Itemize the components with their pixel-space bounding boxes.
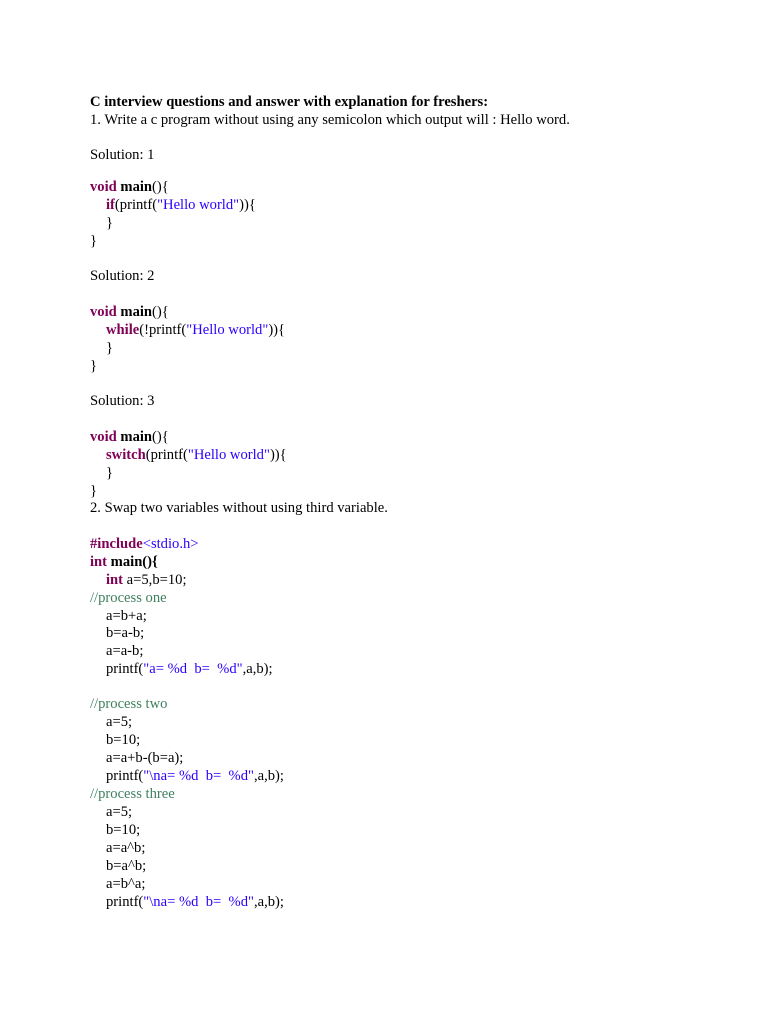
- code-line: b=a-b;: [106, 625, 145, 641]
- keyword-main: main: [120, 429, 153, 445]
- code-line: b=10;: [106, 822, 141, 838]
- keyword-main: main: [120, 304, 153, 320]
- keyword-void: void: [90, 304, 117, 320]
- code-text: (!printf(: [139, 322, 187, 338]
- code-line: [90, 178, 169, 196]
- code-text: ,a,b);: [242, 661, 273, 677]
- code-line: [90, 428, 169, 446]
- code-text: (){: [152, 179, 169, 195]
- question-1: 1. Write a c program without using any semicolon which output will : Hello word.: [90, 112, 570, 128]
- code-text: (printf(: [114, 197, 158, 213]
- code-line: [106, 321, 285, 339]
- preprocessor-include: #include: [90, 536, 143, 552]
- code-line: a=a-b;: [106, 643, 144, 659]
- code-line: }: [106, 465, 114, 481]
- code-line: b=a^b;: [106, 858, 147, 874]
- code-line: }: [106, 340, 114, 356]
- code-comment: //process one: [90, 590, 167, 606]
- code-text: (printf(: [145, 447, 188, 463]
- keyword-if: if: [106, 197, 115, 213]
- code-line: b=10;: [106, 732, 141, 748]
- code-line: [106, 767, 284, 785]
- code-line: [106, 196, 256, 214]
- document-heading: C interview questions and answer with explanation for freshers:: [90, 94, 489, 110]
- code-line: [106, 660, 273, 678]
- code-text: main(){: [107, 554, 158, 570]
- string-literal: "Hello world": [187, 447, 270, 463]
- string-literal: "Hello world": [186, 322, 269, 338]
- keyword-int: int: [106, 572, 124, 588]
- code-line: }: [90, 233, 98, 249]
- keyword-void: void: [90, 429, 117, 445]
- string-literal: "\na= %d b= %d": [143, 894, 254, 910]
- code-line: a=b^a;: [106, 876, 146, 892]
- code-text: printf(: [106, 894, 144, 910]
- code-text: a=5,b=10;: [123, 572, 187, 588]
- keyword-main: main: [120, 179, 153, 195]
- code-line: a=b+a;: [106, 608, 147, 624]
- code-comment: //process two: [90, 696, 168, 712]
- solution-2-label: Solution: 2: [90, 268, 155, 284]
- code-text: )){: [268, 322, 286, 338]
- include-header: <stdio.h>: [142, 536, 199, 552]
- keyword-switch: switch: [106, 447, 146, 463]
- code-line: a=5;: [106, 804, 133, 820]
- solution-3-label: Solution: 3: [90, 393, 155, 409]
- code-line: [90, 303, 169, 321]
- code-text: printf(: [106, 768, 144, 784]
- code-line: [106, 446, 287, 464]
- code-text: ,a,b);: [253, 768, 284, 784]
- keyword-int: int: [90, 554, 108, 570]
- code-line: [106, 893, 284, 911]
- keyword-void: void: [90, 179, 117, 195]
- code-text: printf(: [106, 661, 144, 677]
- code-text: (){: [152, 304, 169, 320]
- code-comment: //process three: [90, 786, 175, 802]
- code-line: [90, 553, 158, 571]
- question-2: 2. Swap two variables without using third variable.: [90, 500, 388, 516]
- code-line: }: [90, 358, 98, 374]
- code-line: }: [106, 215, 114, 231]
- code-text: ,a,b);: [253, 894, 284, 910]
- code-text: )){: [239, 197, 256, 213]
- keyword-while: while: [106, 322, 140, 338]
- solution-1-label: Solution: 1: [90, 147, 155, 163]
- code-line: a=a^b;: [106, 840, 146, 856]
- string-literal: "\na= %d b= %d": [143, 768, 254, 784]
- code-line: a=a+b-(b=a);: [106, 750, 184, 766]
- code-text: )){: [269, 447, 287, 463]
- code-text: (){: [152, 429, 169, 445]
- code-line: [90, 535, 199, 553]
- string-literal: "a= %d b= %d": [143, 661, 243, 677]
- code-line: a=5;: [106, 714, 133, 730]
- code-line: [106, 571, 187, 589]
- code-line: }: [90, 483, 98, 499]
- string-literal: "Hello world": [157, 197, 240, 213]
